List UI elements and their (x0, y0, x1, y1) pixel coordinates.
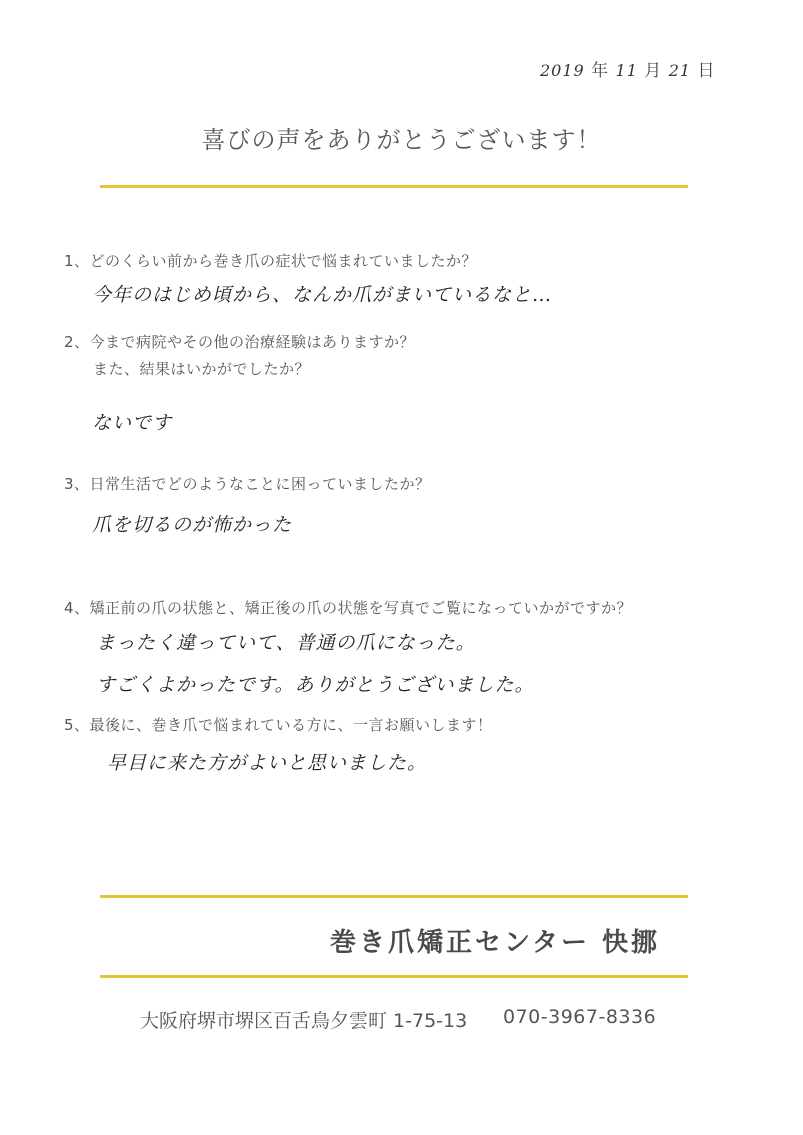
question-2-answer-1: ないです (92, 412, 173, 434)
address: 大阪府堺市堺区百舌鳥夕雲町 1-75-13 (140, 1010, 468, 1032)
question-1-label: 1、どのくらい前から巻き爪の症状で悩まれていましたか？ (64, 252, 478, 270)
question-5-label: 5、最後に、巻き爪で悩まれている方に、一言お願いします！ (64, 716, 493, 734)
question-3-label: 3、日常生活でどのようなことに困っていましたか？ (64, 475, 431, 493)
page-title: 喜びの声をありがとうございます！ (201, 126, 602, 154)
question-4-answer-2: すごくよかったです。ありがとうございました。 (96, 674, 535, 696)
title-underline (100, 185, 688, 188)
date-month: 11 (615, 61, 638, 80)
question-3-answer-1: 爪を切るのが怖かった (92, 514, 293, 536)
date-day-unit: 日 (697, 61, 716, 81)
question-2-sublabel: また、結果はいかがでしたか？ (93, 360, 311, 378)
phone-number: 070-3967-8336 (503, 1006, 657, 1028)
footer-rule-top (100, 895, 688, 898)
date-day: 21 (668, 61, 692, 80)
question-2-label: 2、今まで病院やその他の治療経験はありますか？ (64, 333, 416, 351)
date-year-unit: 年 (591, 61, 610, 81)
date-line (540, 56, 715, 81)
question-1-answer-1: 今年のはじめ頃から、なんか爪がまいているなと… (92, 284, 553, 306)
question-5-answer-1: 早目に来た方がよいと思いました。 (107, 752, 428, 774)
date-year: 2019 (540, 61, 585, 80)
date-month-unit: 月 (644, 61, 663, 81)
center-name: 巻き爪矯正センター 快挪 (329, 928, 660, 958)
question-4-answer-1: まったく違っていて、普通の爪になった。 (96, 632, 476, 654)
question-4-label: 4、矯正前の爪の状態と、矯正後の爪の状態を写真でご覧になっていかがですか？ (64, 599, 633, 617)
footer-rule-bottom (100, 975, 688, 978)
